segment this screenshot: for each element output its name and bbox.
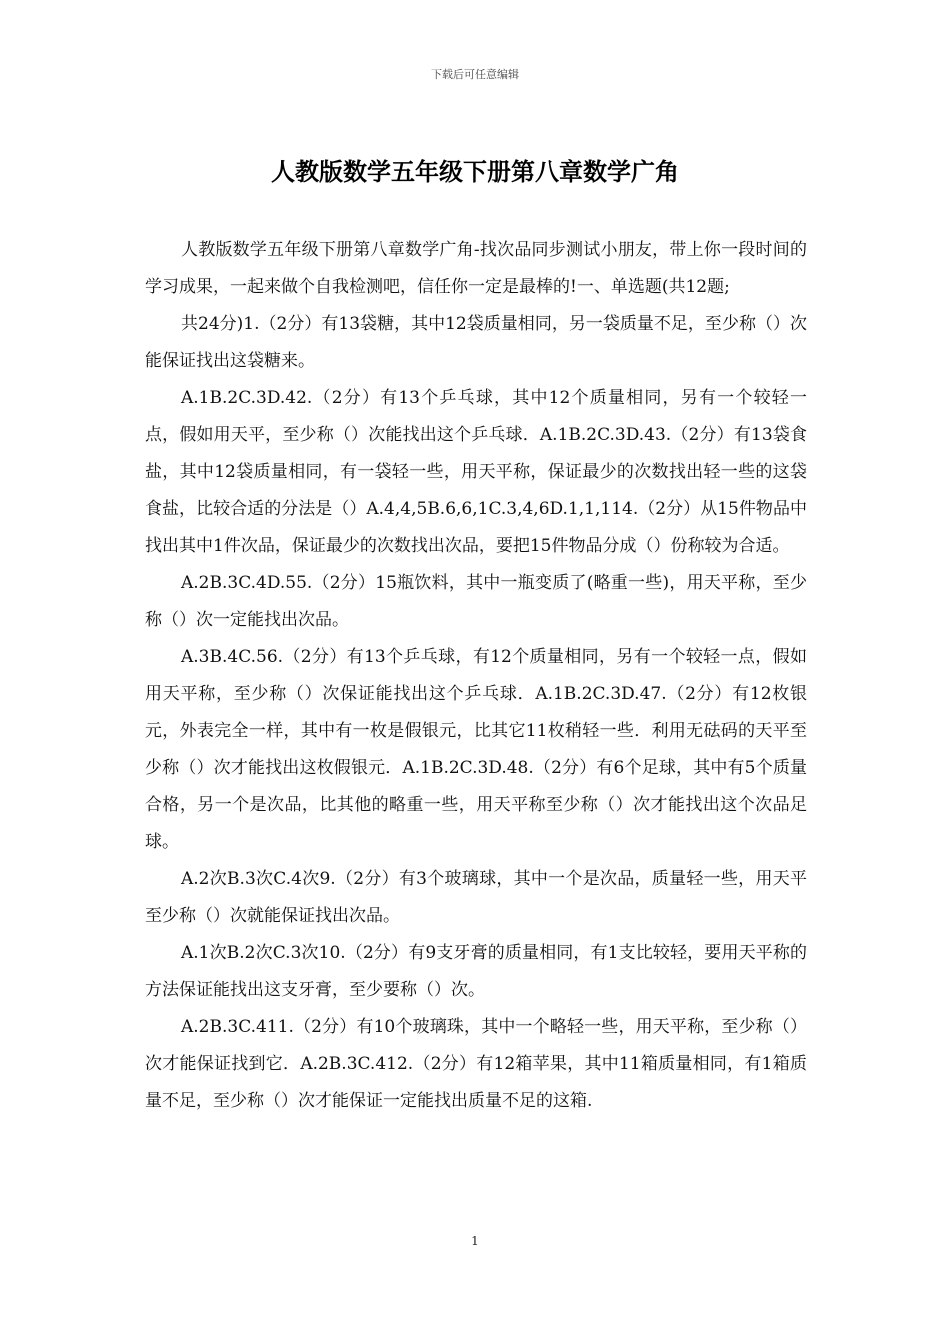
paragraph: A.2B.3C.4D.55.（2分）15瓶饮料，其中一瓶变质了(略重一些)，用天平称，至少称（）次一定能找出次品。 <box>145 573 807 630</box>
paragraph: A.2次B.3次C.4次9.（2分）有3个玻璃球，其中一个是次品，质量轻一些，用天平至少称（）次就能保证找出次品。 <box>145 869 807 926</box>
paragraph: A.1次B.2次C.3次10.（2分）有9支牙膏的质量相同，有1支比较轻，要用天平称的方法保证能找出这支牙膏，至少要称（）次。 <box>145 943 807 1000</box>
paragraph: A.1B.2C.3D.42.（2分）有13个乒乓球，其中12个质量相同，另有一个较轻一点，假如用天平，至少称（）次能找出这个乒乓球．A.1B.2C.3D.43.（2分）有13袋食盐，其中12袋质量相同，有一袋轻一些，用天平称，保证最少的次数找出轻一些的这袋食盐，比较合适的分法是（）A.4,4,5B.6,6,1C.3,4,6D.1,1,114.（2分）从15件物品中找出其中1件次品，保证最少的次数找出次品，要把15件物品分成（）份称较为合适。 <box>145 388 807 556</box>
paragraph: A.2B.3C.411.（2分）有10个玻璃珠，其中一个略轻一些，用天平称，至少称（）次才能保证找到它．A.2B.3C.412.（2分）有12箱苹果，其中11箱质量相同，有1箱质量不足，至少称（）次才能保证一定能找出质量不足的这箱. <box>145 1017 807 1111</box>
page-header: 下载后可任意编辑 <box>431 68 519 81</box>
paragraph: 共24分)1.（2分）有13袋糖，其中12袋质量相同，另一袋质量不足，至少称（）次能保证找出这袋糖来。 <box>145 314 807 371</box>
page-number: 1 <box>471 1234 479 1248</box>
paragraph: 人教版数学五年级下册第八章数学广角-找次品同步测试小朋友，带上你一段时间的学习成果，一起来做个自我检测吧，信任你一定是最棒的!一、单选题(共12题; <box>145 240 807 297</box>
paragraph: A.3B.4C.56.（2分）有13个乒乓球，有12个质量相同，另有一个较轻一点，假如用天平称，至少称（）次保证能找出这个乒乓球．A.1B.2C.3D.47.（2分）有12枚银元，外表完全一样，其中有一枚是假银元，比其它11枚稍轻一些．利用无砝码的天平至少称（）次才能找出这枚假银元．A.1B.2C.3D.48.（2分）有6个足球，其中有5个质量合格，另一个是次品，比其他的略重一些，用天平称至少称（）次才能找出这个次品足球。 <box>145 647 807 852</box>
document-body <box>145 232 807 1120</box>
document-title: 人教版数学五年级下册第八章数学广角 <box>271 158 679 186</box>
